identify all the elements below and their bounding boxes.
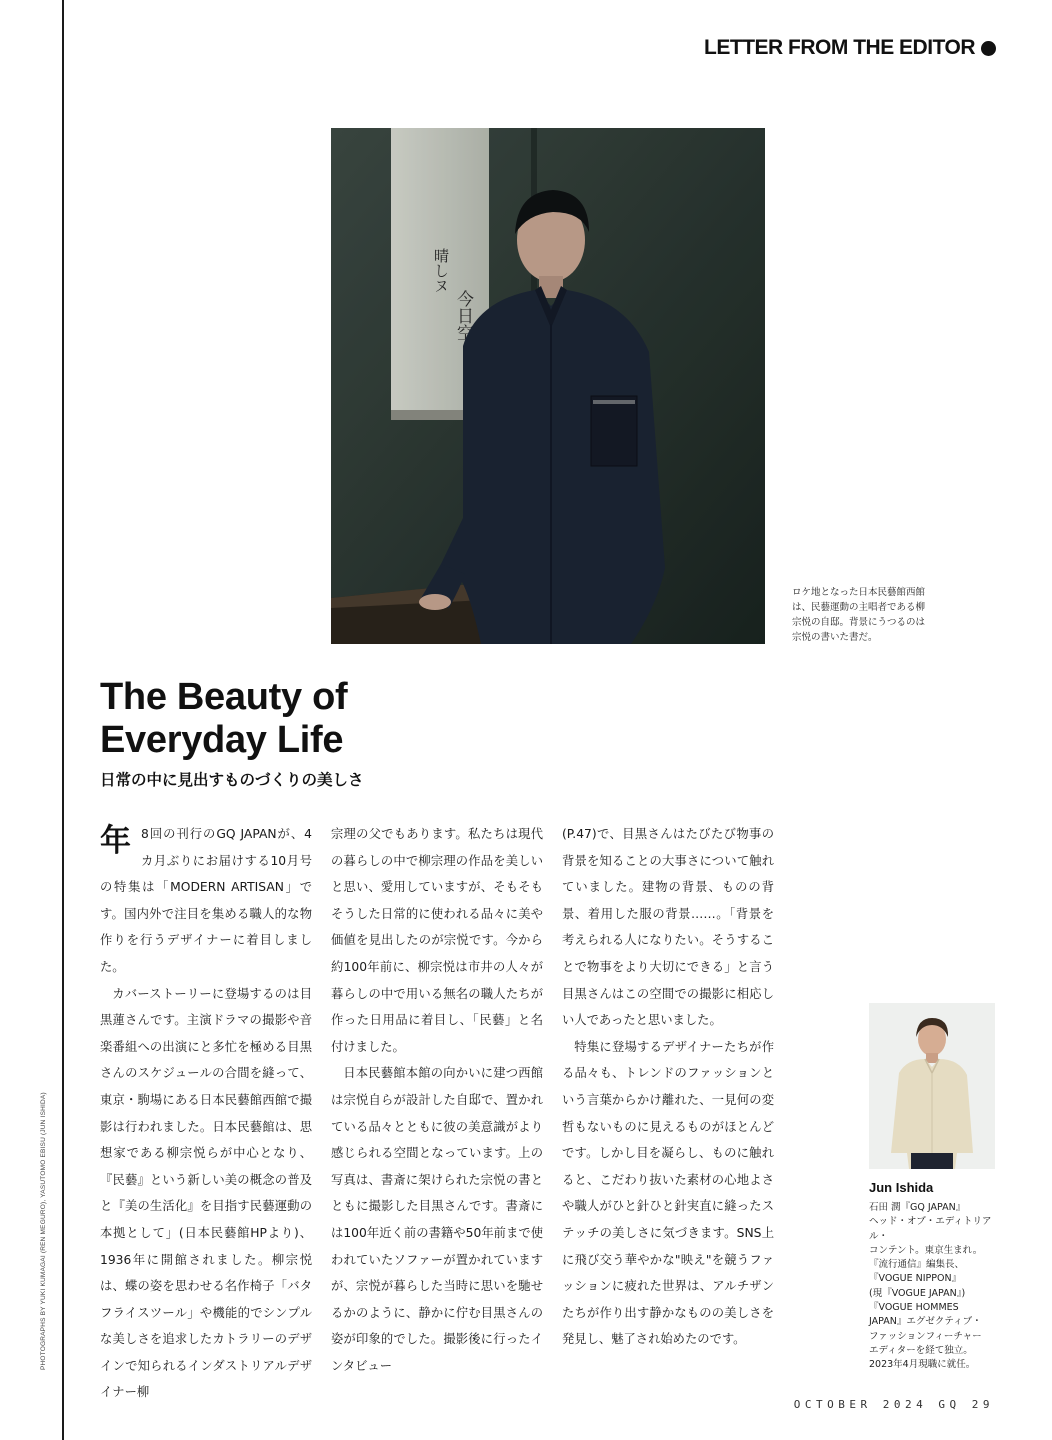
paragraph-text: 8回の刊行のGQ JAPANが、4カ月ぶりにお届けする10月号の特集は「MODERN ARTISAN」です。国内外で注目を集める職人的な物作りを行うデザイナーに着目しました。 <box>100 827 312 974</box>
body-column-3 <box>562 821 774 1353</box>
section-label-text: LETTER FROM THE EDITOR <box>704 36 975 59</box>
editor-bio <box>869 1201 999 1373</box>
article-title <box>100 676 347 762</box>
title-line-2: Everyday Life <box>100 719 344 761</box>
title-line-1: The Beauty of <box>100 676 348 718</box>
bio-line: エディターを経て独立。 <box>869 1344 973 1356</box>
bio-line: 『VOGUE HOMMES <box>869 1302 959 1314</box>
editor-name: Jun Ishida <box>869 1180 934 1195</box>
body-column-2 <box>331 821 543 1379</box>
bio-line: 『VOGUE NIPPON』 <box>869 1273 962 1285</box>
body-paragraph: 宗理の父でもあります。私たちは現代の暮らしの中で柳宗理の作品を美しいと思い、愛用していますが、そもそもそうした日常的に使われる品々に美や価値を見出したのが宗悦です。今から約100年前に、柳宗悦は市井の人々が暮らしの中で用いる無名の職人たちが作った日用品に着目し、「民藝」と名付けました。 <box>331 827 543 1054</box>
bio-line: ファッションフィーチャー <box>869 1330 982 1342</box>
body-column-1 <box>100 821 312 1406</box>
bio-line: ヘッド・オブ・エディトリアル・ <box>869 1216 992 1242</box>
bio-line: 『流行通信』編集長、 <box>869 1259 965 1271</box>
drop-cap: 年 <box>100 823 131 859</box>
bio-line: JAPAN』エグゼクティブ・ <box>869 1316 982 1328</box>
bio-line: (現『VOGUE JAPAN』) <box>869 1287 966 1299</box>
body-paragraph: (P.47)で、目黒さんはたびたび物事の背景を知ることの大事さについて触れていました。建物の背景、ものの背景、着用した服の背景……。「背景を考えられる人になりたい。そうすることで物事をより大切にできる」と言う目黒さんはこの空間での撮影に相応しい人であったと思いました。 <box>562 827 774 1028</box>
scroll-calligraphy-right: 今日空 <box>453 290 473 341</box>
editor-portrait-illustration <box>869 1003 995 1169</box>
bio-line: 2023年4月現職に就任。 <box>869 1359 976 1371</box>
body-paragraph: 特集に登場するデザイナーたちが作る品々も、トレンドのファッションという言葉からかけ離れた、一見何の変哲もないものに見えるものがほとんどです。しかし目を凝らし、ものに触れると、こだわり抜いた素材の心地よさや職人がひと針ひと針実直に縫ったステッチの美しさに気づきます。SNS上に飛び交う華やかな"映え"を競うファッションに疲れた世界は、アルチザンたちが作り出す静かなものの美しさを発見し、魅了され始めたのです。 <box>562 1039 774 1347</box>
bullet-dot-icon <box>981 41 996 56</box>
body-paragraph <box>100 821 312 981</box>
page-folio: OCTOBER 2024 GQ 29 <box>793 1398 994 1411</box>
bio-line: 石田 潤『GQ JAPAN』 <box>869 1202 966 1213</box>
editor-portrait <box>869 1003 995 1169</box>
body-paragraph: カバーストーリーに登場するのは目黒蓮さんです。主演ドラマの撮影や音楽番組への出演にと多忙を極める目黒さんのスケジュールの合間を縫って、東京・駒場にある日本民藝館西館で撮影は行われました。日本民藝館は、思想家である柳宗悦らが中心となり、『民藝』という新しい美の概念の普及と『美の生活化』を目指す民藝運動の本拠として」(日本民藝館HPより)、1936年に開館されました。柳宗悦は、蝶の姿を思わせる名作椅子「バタフライスツール」や機能的でシンプルな美しさを追求したカトラリーのデザインで知られるインダストリアルデザイナー柳 <box>100 986 312 1400</box>
bio-line: コンテント。東京生まれ。 <box>869 1244 983 1256</box>
hero-photo-illustration <box>331 128 765 644</box>
left-margin-rule <box>62 0 64 1440</box>
photo-credit: PHOTOGRAPHS BY YUKI KUMAGAI (REN MEGURO), YASUTOMO EBISU (JUN ISHIDA) <box>40 1092 47 1370</box>
article-subtitle: 日常の中に見出すものづくりの美しさ <box>100 771 364 789</box>
photo-caption: ロケ地となった日本民藝館西館は、民藝運動の主唱者である柳宗悦の自邸。背景にうつるのは宗悦の書いた書だ。 <box>792 587 926 643</box>
scroll-calligraphy-left: 晴しヌ <box>432 248 450 293</box>
section-label <box>704 36 996 60</box>
body-paragraph: 日本民藝館本館の向かいに建つ西館は宗悦自らが設計した自邸で、置かれている品々とともに彼の美意識がより感じられる空間となっています。上の写真は、書斎に架けられた宗悦の書とともに撮影した目黒さんです。書斎には100年近く前の書籍や50年前まで使われていたソファーが置かれていますが、宗悦が暮らした当時に思いを馳せるかのように、静かに佇む目黒さんの姿が印象的でした。撮影後に行ったインタビュー <box>331 1066 543 1373</box>
hero-photo <box>331 128 765 644</box>
